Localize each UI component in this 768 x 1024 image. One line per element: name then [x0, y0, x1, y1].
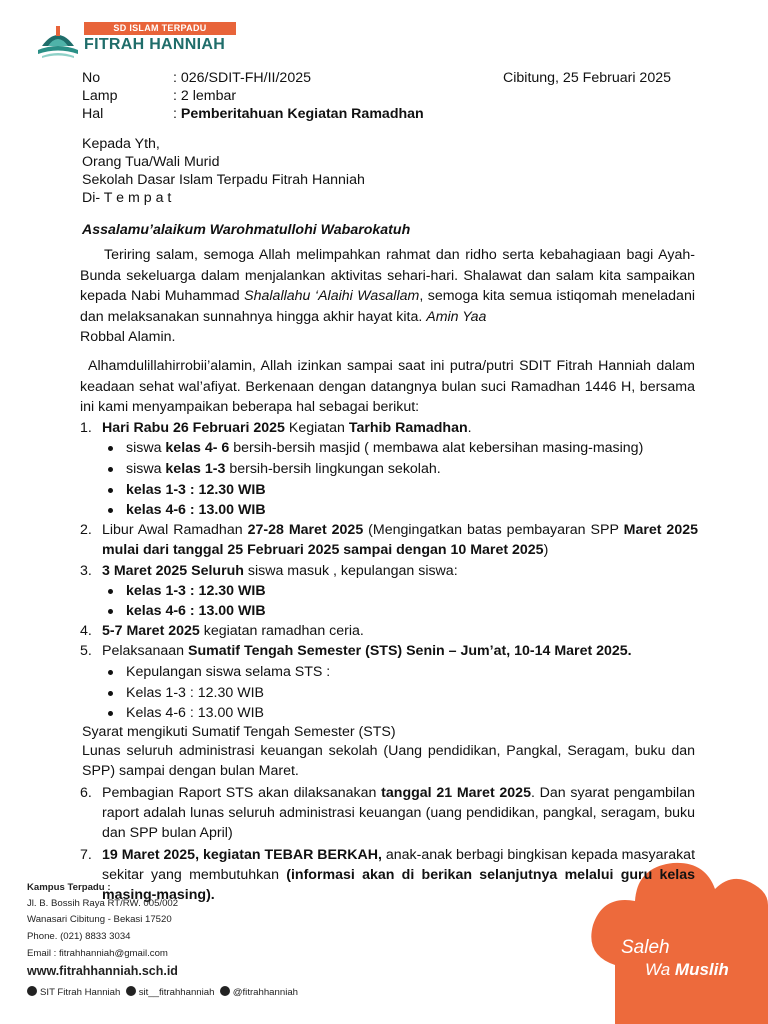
bullet-dot-icon — [108, 467, 113, 472]
item-5-text — [102, 641, 695, 661]
item-1-bullet-4 — [126, 500, 266, 520]
item-5-number: 5. — [80, 643, 92, 659]
instagram-handle[interactable]: sit__fitrahhanniah — [138, 987, 215, 998]
item-3-number: 3. — [80, 563, 92, 579]
item-5-bullet-2 — [126, 683, 264, 703]
syarat-title: Syarat mengikuti Sumatif Tengah Semester (STS) — [82, 724, 396, 740]
twitter-icon — [220, 986, 230, 996]
bullet-dot-icon — [108, 589, 113, 594]
item-2-text — [102, 520, 698, 560]
twitter-handle[interactable]: @fitrahhanniah — [232, 987, 298, 998]
slogan-saleh: Saleh — [621, 937, 670, 958]
item-3-bullet-2 — [126, 601, 266, 621]
item-3-b: siswa masuk , kepulangan siswa: — [243, 563, 458, 579]
school-logo — [36, 20, 226, 64]
item-3-a: 3 Maret 2025 Seluruh — [102, 563, 244, 579]
item-4-a: 5-7 Maret 2025 — [102, 623, 200, 639]
bullet-text: bersih-bersih lingkungan sekolah. — [225, 461, 441, 477]
bullet-text: Kelas 4-6 : 13.00 WIB — [126, 705, 265, 721]
bullet-text: bersih-bersih masjid ( membawa alat kebersihan masing-masing) — [229, 440, 644, 456]
p1-text-c: , semoga kita semua istiqomah meneladani dan melaksanakan sunnahnya hingga akhir hayat kita. — [80, 288, 695, 325]
no-label: No — [82, 70, 101, 86]
p1-text-e: Robbal Alamin. — [80, 329, 176, 345]
lamp-value: : 2 lembar — [173, 88, 237, 104]
bullet-text: kelas 4-6 : 13.00 WIB — [126, 502, 266, 518]
item-7-b: anak-anak berbagi bingkisan kepada masyarakat sekitar yang membutuhkan — [102, 847, 696, 883]
hal-label: Hal — [82, 106, 104, 122]
bullet-dot-icon — [108, 691, 113, 696]
logo-badge: SD ISLAM TERPADU — [84, 22, 236, 35]
bullet-text: Kepulangan siswa selama STS : — [126, 664, 331, 680]
slogan-wa-muslih — [645, 960, 729, 980]
hal-value-line — [173, 105, 424, 123]
syarat-text: Lunas seluruh administrasi keuangan sekolah (Uang pendidikan, Pangkal, Seragam, buku dan SPP) sampai dengan bulan Maret. — [82, 743, 695, 779]
slogan-wa: Wa — [645, 960, 675, 979]
item-2-number: 2. — [80, 522, 92, 538]
slogan-muslih: Muslih — [674, 960, 729, 979]
bullet-dot-icon — [108, 446, 113, 451]
item-7-a: 19 Maret 2025, kegiatan TEBAR BERKAH, — [102, 847, 382, 863]
p1-text-a: Teriring salam, semoga Allah melimpahkan rahmat dan ridho serta kebahagiaan bagi Ayah-Bunda sekeluarga dalam menjalankan aktivitas sehari-hari. Shalawat dan salam kita sampaikan kepada Nabi Muhammad — [80, 247, 695, 304]
p1-text-b: Shalallahu ‘Alaihi Wasallam — [244, 288, 420, 304]
footer-address-1: Jl. B. Bossih Raya RT/RW. 005/002 — [27, 898, 179, 909]
item-5-a: Pelaksanaan — [102, 643, 188, 659]
footer-email: Email : fitrahhanniah@gmail.com — [27, 948, 168, 959]
item-2-a: Libur Awal Ramadhan — [102, 522, 248, 538]
hal-value: Pemberitahuan Kegiatan Ramadhan — [180, 106, 424, 122]
item-1-number: 1. — [80, 420, 92, 436]
paragraph-intro: Alhamdulillahirrobii’alamin, Allah izinkan sampai saat ini putra/putri SDIT Fitrah Hanniah dalam keadaan sehat wal’afiyat. Berkenaan dengan datangnya bulan suci Ramadhan 1446 H, bersama ini kami menyampaikan beberapa hal sebagai berikut: — [80, 358, 695, 415]
logo-school-name: FITRAH HANNIAH — [84, 36, 226, 53]
footer-website[interactable]: www.fitrahhanniah.sch.id — [27, 964, 178, 978]
recipient-line-1: Kepada Yth, — [82, 136, 160, 152]
bullet-dot-icon — [108, 508, 113, 513]
footer-campus: Kampus Terpadu : — [27, 882, 111, 893]
bullet-dot-icon — [108, 609, 113, 614]
item-4-number: 4. — [80, 623, 92, 639]
item-2-e: ) — [543, 542, 549, 558]
item-1-bullet-2 — [126, 459, 441, 479]
instagram-icon — [126, 986, 136, 996]
mosque-logo-icon — [36, 20, 80, 60]
recipient-line-4: Di- T e m p a t — [82, 190, 172, 206]
item-2-b: 27-28 Maret 2025 — [247, 522, 364, 538]
facebook-icon — [27, 986, 37, 996]
item-2-c: (Mengingatkan batas pembayaran SPP — [363, 522, 624, 538]
item-6-number: 6. — [80, 785, 92, 801]
paragraph-opening — [80, 245, 695, 327]
greeting: Assalamu’alaikum Warohmatullohi Wabarokatuh — [82, 222, 411, 238]
lamp-label: Lamp — [82, 88, 118, 104]
item-7-text — [102, 845, 695, 905]
place-date: Cibitung, 25 Februari 2025 — [503, 70, 671, 86]
no-value: : 026/SDIT-FH/II/2025 — [173, 70, 311, 86]
item-6-c: . Dan syarat pengambilan raport adalah lunas seluruh administrasi keuangan (uang pendidikan, pangkal, seragam, buku dan SPP bulan April) — [102, 785, 695, 841]
p1-text-d: Amin Yaa — [426, 308, 487, 325]
footer-social — [27, 986, 298, 998]
bullet-text: kelas 1-3 : 12.30 WIB — [126, 482, 266, 498]
item-6-a: Pembagian Raport STS akan dilaksanakan — [102, 785, 382, 801]
footer-address-2: Wanasari Cibitung - Bekasi 17520 — [27, 914, 172, 925]
bullet-bold: kelas 4- 6 — [165, 440, 230, 456]
item-3-bullet-1 — [126, 581, 266, 601]
recipient-line-3: Sekolah Dasar Islam Terpadu Fitrah Hanniah — [82, 172, 365, 188]
bullet-dot-icon — [108, 488, 113, 493]
item-2-d: Maret 2025 mulai dari tanggal 25 Februari 2025 sampai dengan 10 Maret 2025 — [102, 522, 698, 558]
bullet-text: Kelas 1-3 : 12.30 WIB — [126, 685, 265, 701]
bullet-bold: kelas 1-3 — [165, 461, 226, 477]
footer-phone: Phone. (021) 8833 3034 — [27, 931, 131, 942]
item-4-text — [102, 621, 695, 641]
facebook-handle[interactable]: SIT Fitrah Hanniah — [40, 987, 121, 998]
item-1-bullet-1 — [126, 438, 643, 458]
item-6-b: tanggal 21 Maret 2025 — [381, 785, 531, 801]
bullet-text: kelas 1-3 : 12.30 WIB — [126, 583, 266, 599]
item-1-c: Tarhib Ramadhan — [348, 420, 468, 436]
item-5-b: Sumatif Tengah Semester (STS) Senin – Jum’at, 10-14 Maret 2025. — [187, 643, 632, 659]
recipient-line-2: Orang Tua/Wali Murid — [82, 154, 220, 170]
item-1-d: . — [467, 420, 472, 436]
item-3-text — [102, 561, 695, 581]
item-1-bullet-3 — [126, 480, 266, 500]
bullet-text: kelas 4-6 : 13.00 WIB — [126, 603, 266, 619]
bullet-dot-icon — [108, 670, 113, 675]
item-1-b: Kegiatan — [284, 420, 349, 436]
bullet-text: siswa — [126, 440, 166, 456]
item-5-bullet-1 — [126, 662, 330, 682]
item-6-text — [102, 783, 695, 843]
item-7-c: (informasi akan di berikan selanjutnya melalui guru kelas masing-masing). — [102, 867, 695, 903]
item-1-a: Hari Rabu 26 Februari 2025 — [102, 420, 285, 436]
item-1-text — [102, 418, 695, 438]
item-7-number: 7. — [80, 847, 92, 863]
bullet-dot-icon — [108, 711, 113, 716]
bullet-text: siswa — [126, 461, 166, 477]
hal-colon: : — [173, 106, 181, 122]
item-4-b: kegiatan ramadhan ceria. — [199, 623, 364, 639]
item-5-bullet-3 — [126, 703, 264, 723]
